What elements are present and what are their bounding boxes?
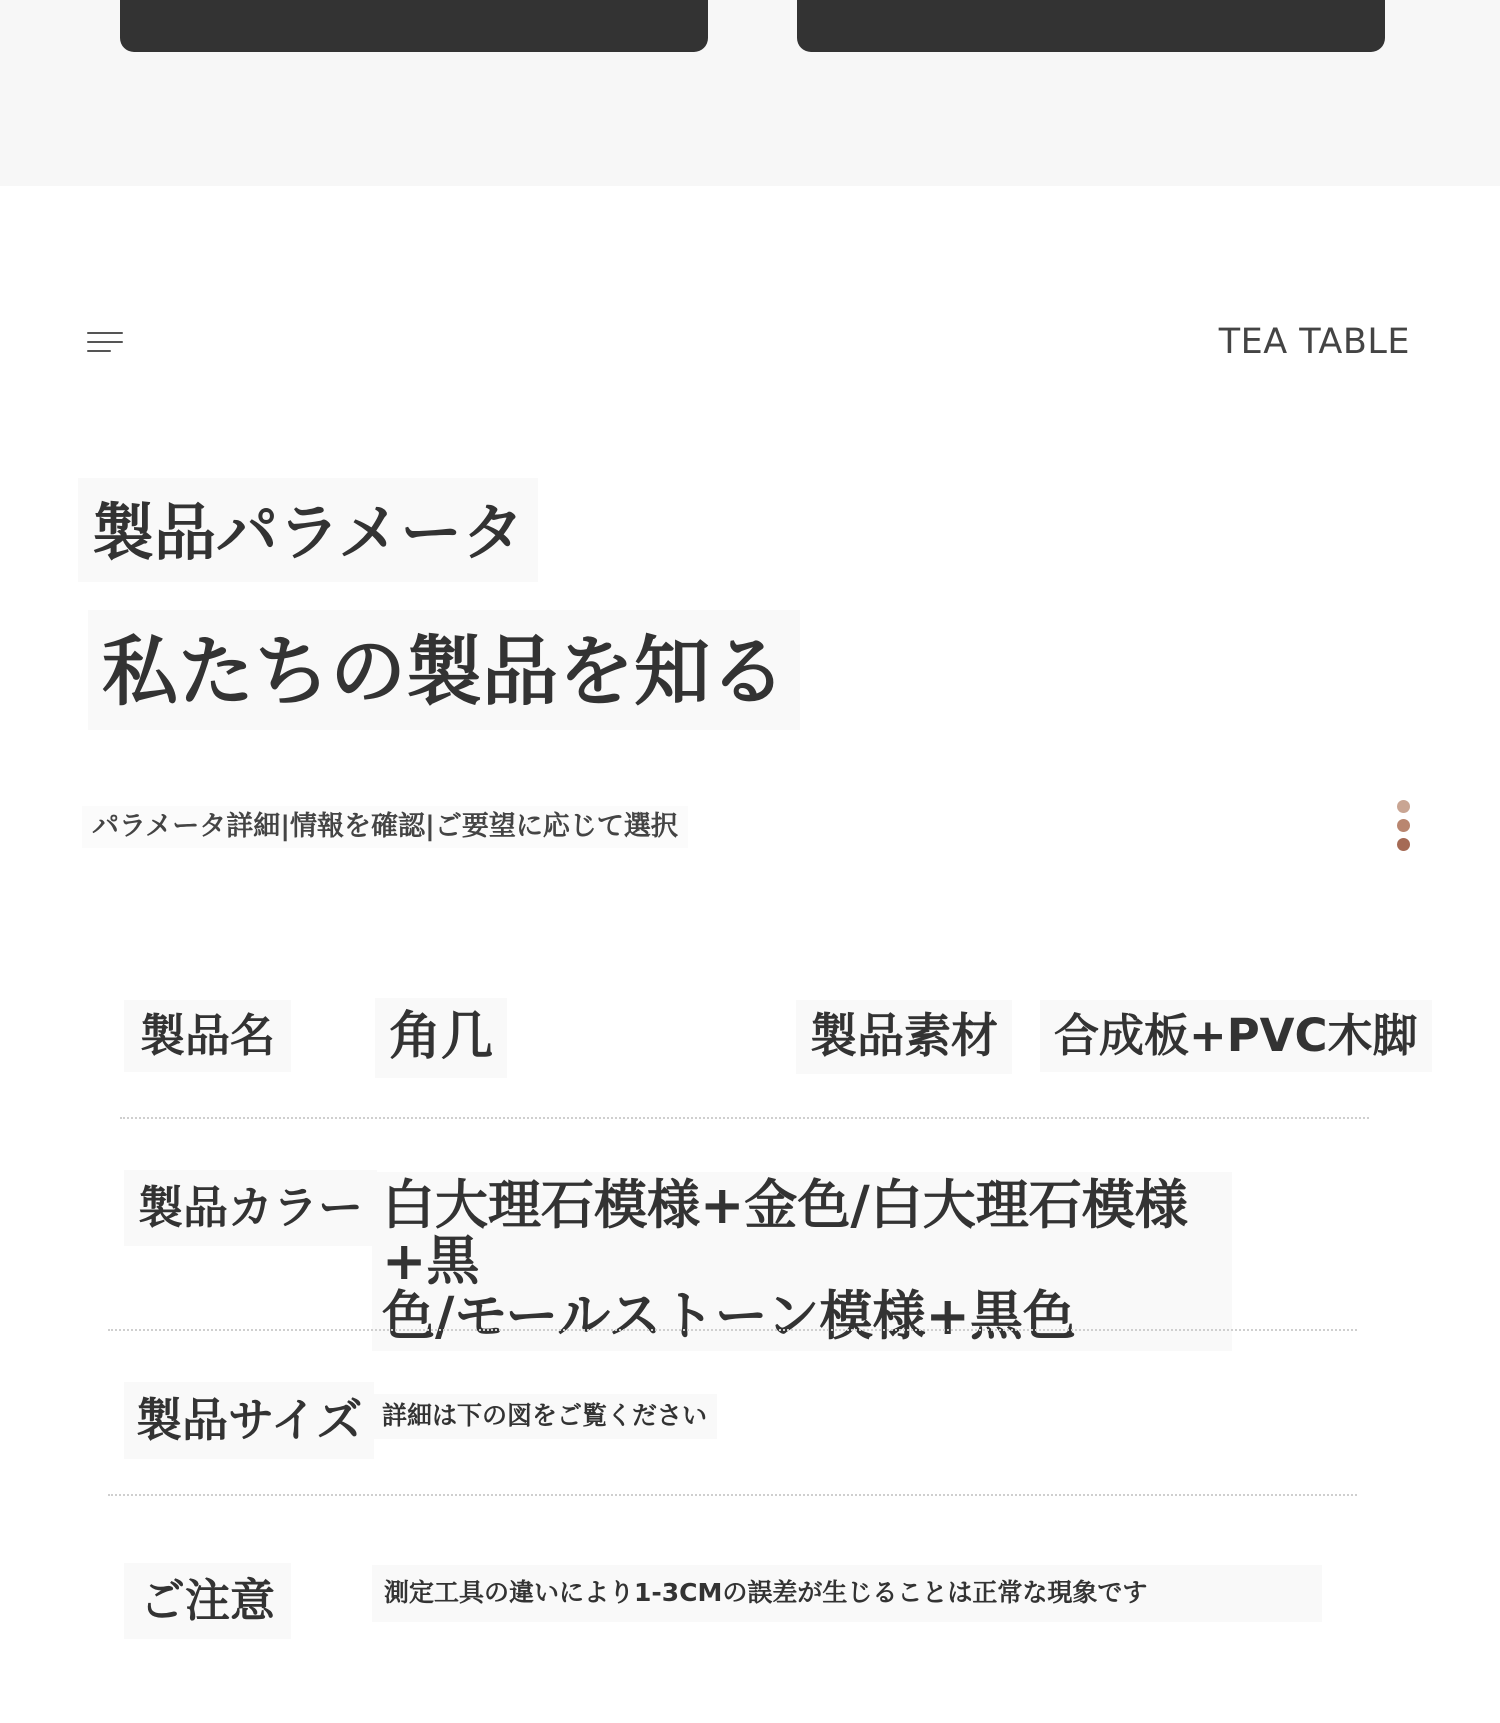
menu-line [87, 341, 123, 343]
menu-line [87, 350, 111, 352]
product-color-value-line1: 白大理石模様+金色/白大理石模様+黒 [382, 1175, 1188, 1292]
hamburger-menu-icon[interactable] [87, 332, 123, 354]
menu-line [87, 332, 123, 334]
vertical-dots-icon [1397, 800, 1411, 854]
note-value: 測定工具の違いにより1-3CMの誤差が生じることは正常な現象です [372, 1565, 1322, 1622]
product-material-value: 合成板+PVC木脚 [1040, 1000, 1432, 1072]
product-name-value: 角几 [375, 998, 507, 1078]
product-name-label: 製品名 [124, 1000, 291, 1072]
top-card-right[interactable] [797, 0, 1385, 52]
product-color-value-line2: 色/モールストーン模様+黒色 [382, 1286, 1076, 1348]
section-label: 製品パラメータ [78, 478, 538, 582]
dot [1397, 819, 1410, 832]
divider [120, 1117, 1369, 1119]
dot [1397, 838, 1410, 851]
divider [108, 1329, 1357, 1331]
product-size-label: 製品サイズ [124, 1382, 374, 1459]
divider [108, 1494, 1357, 1496]
top-card-left[interactable] [120, 0, 708, 52]
note-label: ご注意 [124, 1563, 291, 1639]
product-size-value: 詳細は下の図をご覧ください [372, 1394, 717, 1439]
product-color-label: 製品カラー [124, 1170, 377, 1246]
section-subtitle: パラメータ詳細|情報を確認|ご要望に応じて選択 [82, 806, 688, 848]
brand-title: TEA TABLE [1218, 322, 1410, 362]
product-material-label: 製品素材 [796, 1000, 1012, 1074]
dot [1397, 800, 1410, 813]
section-title: 私たちの製品を知る [88, 610, 800, 730]
product-color-value [372, 1172, 1232, 1351]
top-band [0, 0, 1500, 186]
